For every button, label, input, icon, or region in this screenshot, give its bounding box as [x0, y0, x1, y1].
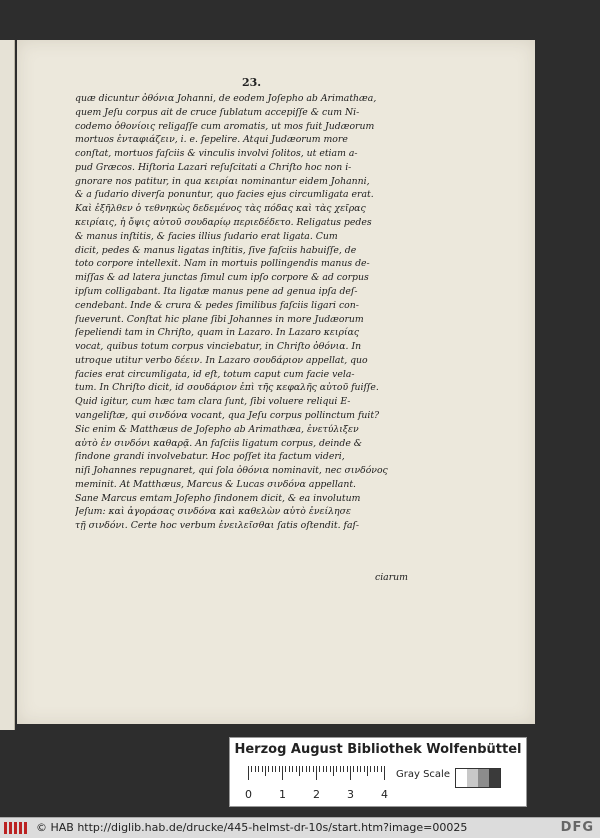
text-line: Sic enim & Matthæus de Joſepho ab Arimathæa, ἐνετύλιξεν: [75, 423, 359, 435]
ruler-tick: [292, 766, 293, 772]
ruler-label: 3: [347, 788, 354, 801]
ruler-tick: [353, 766, 354, 772]
ruler-tick: [272, 766, 273, 772]
text-line: & a ſudario diverſa ponuntur, quo facies ejus circumligata erat.: [75, 189, 374, 201]
grayscale-bar: [455, 768, 501, 788]
text-line: toto corpore intellexit. Nam in mortuis pollingendis manus de-: [75, 258, 370, 270]
ruler-label: 0: [245, 788, 252, 801]
text-line: ſueverunt. Conſtat hic plane ſibi Johannes in more Judæorum: [75, 313, 364, 325]
grayscale-swatch: [456, 769, 467, 787]
ruler-tick: [350, 766, 351, 780]
grayscale-label: Gray Scale: [396, 769, 450, 780]
hab-logo-icon: [4, 822, 30, 834]
text-line: Καὶ ἐξῆλθεν ὁ τεθνηκὼς δεδεμένος τὰς πόδας καὶ τὰς χεῖρας: [75, 203, 366, 215]
text-line: ipſum colligabant. Ita ligatæ manus pene ad genua ipſa deſ-: [75, 285, 358, 297]
text-line: & manus inſtitis, & facies illius ſudario erat ligata. Cum: [75, 230, 338, 242]
text-line: niſi Johannes repugnaret, qui ſola ὀθόνια nominavit, nec σινδόνος: [75, 465, 388, 477]
page-number: 23.: [242, 76, 262, 89]
text-line: vangeliſtæ, qui σινδόνα vocant, qua Jeſu corpus pollinctum fuit?: [75, 409, 380, 421]
ruler-tick: [330, 766, 331, 772]
text-line: Quid igitur, cum hæc tam clara ſunt, ſibi voluere reliqui E-: [75, 396, 351, 408]
text-line: αὐτὸ ἐν σινδόνι καθαρᾷ. An faſciis ligatum corpus, deinde &: [75, 437, 363, 449]
text-line: κειρίαις, ἡ ὄψις αὐτοῦ σουδαρίῳ περιεδέδετο. Religatus pedes: [75, 217, 372, 229]
ruler-tick: [370, 766, 371, 772]
text-line: codemo ὀθονίοις religaſſe cum aromatis, ut mos fuit Judæorum: [75, 120, 375, 132]
library-name: Herzog August Bibliothek Wolfenbüttel: [234, 742, 522, 757]
ruler-tick: [319, 766, 320, 772]
ruler-tick: [262, 766, 263, 772]
text-line: gnorare nos patitur, in qua κειρίαι nominantur eidem Johanni,: [75, 175, 370, 187]
text-line: Sane Marcus emtam Joſepho ſindonem dicit, & ea involutum: [75, 492, 361, 504]
ruler-tick: [377, 766, 378, 772]
ruler-tick: [279, 766, 280, 772]
text-line: miſſas & ad latera junctas ſimul cum ipſo corpore & ad corpus: [75, 272, 369, 284]
ruler-tick: [340, 766, 341, 772]
ruler-tick: [343, 766, 344, 772]
ruler-tick: [364, 766, 365, 772]
ruler-tick: [296, 766, 297, 772]
text-line: ſepeliendi tam in Chriſto, quam in Lazaro. In Lazaro κειρίας: [75, 327, 360, 339]
ruler-label: 1: [279, 788, 286, 801]
ruler-tick: [381, 766, 382, 772]
ruler-tick: [275, 766, 276, 772]
body-text: [75, 92, 425, 533]
text-line: utroque utitur verbo δέειν. In Lazaro σουδάριον appellat, quo: [75, 354, 368, 366]
text-line: cendebant. Inde & crura & pedes ſimilibus faſciis ligari con-: [75, 299, 359, 311]
ruler-tick: [309, 766, 310, 772]
ruler-tick: [248, 766, 249, 780]
ruler-label: 4: [381, 788, 388, 801]
ruler-tick: [289, 766, 290, 772]
text-line: facies erat circumligata, id eſt, totum caput cum facie vela-: [75, 368, 355, 380]
text-line: pud Græcos. Hiſtoria Lazari reſuſcitati a Chriſto hoc non i-: [75, 161, 352, 173]
adjacent-page-edge: [0, 40, 15, 730]
dfg-logo: DFG: [560, 820, 594, 835]
footer-url-link[interactable]: © HAB http://diglib.hab.de/drucke/445-helmst-dr-10s/start.htm?image=00025: [36, 821, 468, 834]
ruler-tick: [374, 766, 375, 772]
ruler-tick: [357, 766, 358, 772]
grayscale-swatch: [478, 769, 489, 787]
ruler-tick: [306, 766, 307, 772]
footer-bar: [0, 817, 600, 838]
text-line: τῇ σινδόνι. Certe hoc verbum ἐνειλεῖσθαι ſatis oſtendit. faſ-: [75, 520, 360, 532]
ruler-tick: [384, 766, 385, 780]
text-line: Jeſum: καὶ ἀγοράσας σινδόνα καὶ καθελὼν αὐτὸ ἐνείλησε: [75, 506, 351, 518]
ruler-tick: [299, 766, 300, 776]
text-line: vocat, quibus totum corpus vinciebatur, in Chriſto ὀθόνια. In: [75, 341, 362, 353]
ruler-tick: [333, 766, 334, 776]
ruler-tick: [251, 766, 252, 772]
text-line: ſindone grandi involvebatur. Hoc poſſet ita factum videri,: [75, 451, 345, 463]
text-line: quæ dicuntur ὀθόνια Johanni, de eodem Joſepho ab Arimathæa,: [75, 93, 377, 104]
catchword: ciarum: [375, 572, 408, 583]
ruler-tick: [313, 766, 314, 772]
reference-card: [229, 737, 527, 807]
ruler-tick: [316, 766, 317, 780]
ruler-tick: [285, 766, 286, 772]
grayscale-swatch: [467, 769, 478, 787]
ruler-tick: [265, 766, 266, 776]
text-line: conſtat, mortuos faſciis & vinculis involvi ſolitos, ut etiam a-: [75, 148, 358, 160]
text-line: quem Jeſu corpus ait de cruce ſublatum accepiſſe & cum Ni-: [75, 106, 360, 118]
ruler-tick: [258, 766, 259, 772]
ruler-tick: [282, 766, 283, 780]
ruler-label: 2: [313, 788, 320, 801]
measurement-ruler: [248, 766, 393, 786]
ruler-tick: [268, 766, 269, 772]
ruler-tick: [360, 766, 361, 772]
text-line: meminit. At Matthæus, Marcus & Lucas σινδόνα appellant.: [75, 478, 357, 490]
ruler-tick: [326, 766, 327, 772]
ruler-tick: [323, 766, 324, 772]
ruler-tick: [347, 766, 348, 772]
document-page: [17, 40, 535, 724]
ruler-tick: [336, 766, 337, 772]
text-line: tum. In Chriſto dicit, id σουδάριον ἐπὶ τῆς κεφαλῆς αὐτοῦ fuiſſe.: [75, 382, 379, 394]
ruler-tick: [367, 766, 368, 776]
ruler-tick: [255, 766, 256, 772]
text-line: dicit, pedes & manus ligatas inſtitis, ſive faſciis habuiſſe, de: [75, 244, 357, 256]
text-line: mortuos ἐνταφιάζειν, i. e. ſepelire. Atqui Judæorum more: [75, 134, 348, 146]
grayscale-swatch: [489, 769, 500, 787]
ruler-tick: [302, 766, 303, 772]
